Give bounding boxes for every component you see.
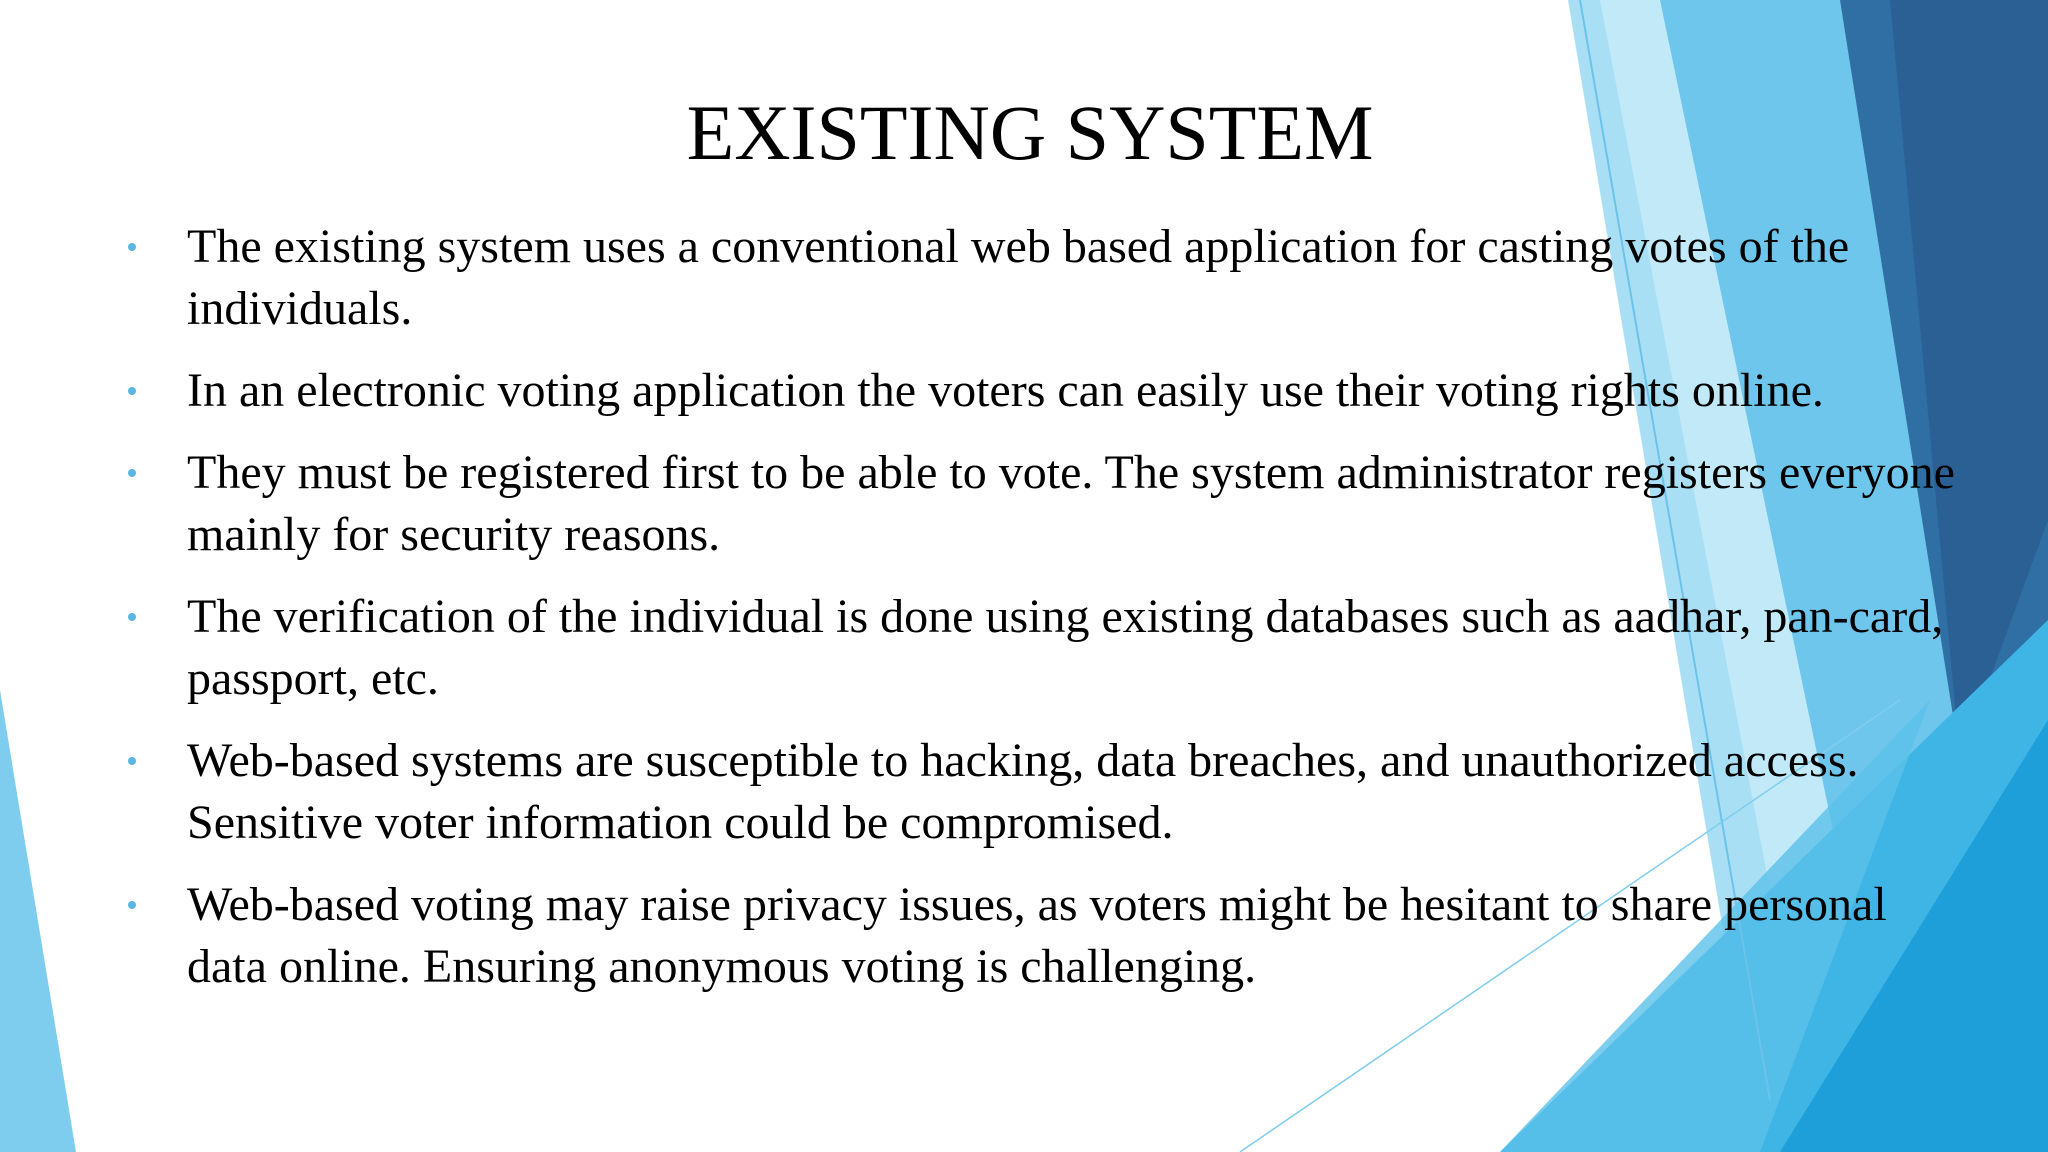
bullet-item — [128, 216, 1958, 340]
bullet-dot-icon — [128, 613, 136, 621]
bullet-dot-icon — [128, 757, 136, 765]
bullet-item — [128, 360, 1958, 422]
bullet-dot-icon — [128, 469, 136, 477]
bullet-dot-icon — [128, 243, 136, 251]
bullet-item — [128, 874, 1958, 998]
bullet-item — [128, 442, 1958, 566]
bullet-text: Web-based voting may raise privacy issues, as voters might be hesitant to share personal data online. Ensuring anonymous voting is challenging. — [187, 878, 1887, 993]
bullet-text: Web-based systems are susceptible to hacking, data breaches, and unauthorized access. Sensitive voter information could be compromised. — [187, 734, 1859, 849]
slide-title: EXISTING SYSTEM — [686, 89, 1374, 176]
bullet-dot-icon — [128, 387, 136, 395]
left-edge-triangle — [0, 690, 76, 1152]
bullet-list — [128, 216, 1958, 998]
bullet-item — [128, 586, 1958, 710]
bullet-dot-icon — [128, 901, 136, 909]
bullet-text: The verification of the individual is done using existing databases such as aadhar, pan-card, passport, etc. — [187, 590, 1944, 705]
bullet-item — [128, 730, 1958, 854]
bullet-text: The existing system uses a conventional web based application for casting votes of the individuals. — [187, 220, 1850, 335]
bullet-text: They must be registered first to be able to vote. The system administrator registers everyone mainly for security reasons. — [187, 446, 1955, 561]
bullet-text: In an electronic voting application the voters can easily use their voting rights online. — [187, 364, 1824, 417]
